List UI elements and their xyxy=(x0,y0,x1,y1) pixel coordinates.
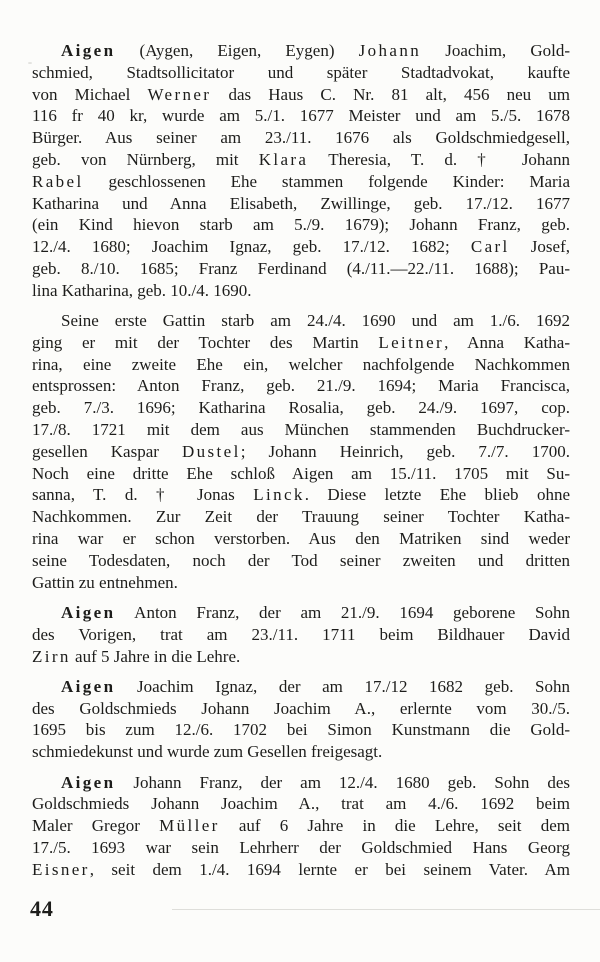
spaced-name: Werner xyxy=(147,84,212,104)
text-line xyxy=(32,332,570,354)
text-run: geschlossenen Ehe stammen folgende Kinder: Maria xyxy=(83,171,570,191)
text-line xyxy=(32,62,570,84)
text-run: entsprossen: Anton Franz, geb. 21./9. 1694; Maria Francisca, xyxy=(32,376,570,396)
text-line xyxy=(32,419,570,441)
text-line xyxy=(32,236,570,258)
entry-text xyxy=(32,40,570,889)
text-line xyxy=(32,506,570,528)
text-line xyxy=(32,40,570,62)
spaced-name: Carl xyxy=(470,237,510,257)
text-run: auf 6 Jahre in die Lehre, seit dem xyxy=(219,816,570,836)
spaced-name: Dustel xyxy=(182,441,241,461)
text-run: , seit dem 1./4. 1694 lernte er bei seinem Vater. Am xyxy=(89,859,570,879)
text-run: rina war er schon verstorben. Aus den Matriken sind weder xyxy=(32,529,570,549)
spaced-name: Johann xyxy=(358,41,422,60)
text-run: geb. 8./10. 1685; Franz Ferdinand (4./11.—22./11. 1688); Pau- xyxy=(32,258,570,278)
scan-artifact-line xyxy=(172,909,600,910)
text-run: des Goldschmieds Johann Joachim A., erlernte vom 30./5. xyxy=(32,698,570,718)
paragraph xyxy=(32,602,570,667)
text-line xyxy=(32,354,570,376)
text-run: Bürger. Aus seiner am 23./11. 1676 als Goldschmiedgesell, xyxy=(32,128,570,148)
text-run: schmied, Stadtsollicitator und später Stadtadvokat, kaufte xyxy=(32,62,570,82)
text-run: geb. 7./3. 1696; Katharina Rosalia, geb. 24./9. 1697, cop. xyxy=(32,398,570,418)
entry-headword: Aigen xyxy=(61,41,116,60)
text-line xyxy=(32,127,570,149)
text-run: geb. von Nürnberg, mit xyxy=(32,149,259,169)
text-line xyxy=(32,528,570,550)
text-run: von Michael xyxy=(32,84,148,104)
text-line xyxy=(32,676,570,698)
text-run: sanna, T. d. † Jonas xyxy=(32,485,254,505)
text-line xyxy=(32,550,570,572)
text-line xyxy=(32,171,570,193)
spaced-name: Rabel xyxy=(32,171,84,191)
text-run: auf 5 Jahre in die Lehre. xyxy=(70,646,241,666)
text-line xyxy=(32,624,570,646)
text-line xyxy=(32,698,570,720)
text-line xyxy=(32,193,570,215)
text-run: 116 fr 40 kr, wurde am 5./1. 1677 Meister und am 5./5. 1678 xyxy=(32,106,570,126)
text-line xyxy=(32,793,570,815)
text-line xyxy=(32,258,570,280)
text-line xyxy=(32,772,570,794)
text-run: (Aygen, Eigen, Eygen) xyxy=(115,41,359,60)
text-run: Maler Gregor xyxy=(32,816,160,836)
text-run: Gattin zu entnehmen. xyxy=(32,572,178,592)
text-run: Joachim Ignaz, der am 17./12 1682 geb. Sohn xyxy=(115,676,570,696)
text-run: lina Katharina, geb. 10./4. 1690. xyxy=(32,280,252,300)
spaced-name: Zirn xyxy=(32,646,71,666)
text-line xyxy=(32,441,570,463)
paragraph xyxy=(32,676,570,763)
text-line xyxy=(32,310,570,332)
text-line xyxy=(32,463,570,485)
page-number: 44 xyxy=(30,896,54,921)
text-run: schmiedekunst und wurde zum Gesellen freigesagt. xyxy=(32,742,383,762)
spaced-name: Linck xyxy=(253,485,305,505)
text-line xyxy=(32,214,570,236)
text-run: Joachim, Gold- xyxy=(421,41,570,60)
text-line xyxy=(32,397,570,419)
paragraph xyxy=(32,772,570,881)
text-run: Goldschmieds Johann Joachim A., trat am 4./6. 1692 beim xyxy=(32,794,570,814)
text-run: 12./4. 1680; Joachim Ignaz, geb. 17./12. 1682; xyxy=(32,237,471,257)
scan-speck xyxy=(28,62,32,64)
text-line xyxy=(32,741,570,763)
text-line xyxy=(32,375,570,397)
text-run: Noch eine dritte Ehe schloß Aigen am 15./11. 1705 mit Su- xyxy=(32,463,570,483)
text-line xyxy=(32,484,570,506)
text-run: gesellen Kaspar xyxy=(32,441,183,461)
paragraph xyxy=(32,40,570,302)
text-run: Josef, xyxy=(509,237,570,257)
text-run: 17./8. 1721 mit dem aus München stammenden Buchdrucker- xyxy=(32,420,570,440)
paragraph xyxy=(32,310,570,593)
text-line xyxy=(32,280,570,302)
text-run: . Diese letzte Ehe blieb ohne xyxy=(304,485,570,505)
text-run: Nachkommen. Zur Zeit der Trauung seiner Tochter Katha- xyxy=(32,507,570,527)
text-run: Theresia, T. d. † Johann xyxy=(308,149,570,169)
text-line xyxy=(32,105,570,127)
text-run: 1695 bis zum 12./6. 1702 bei Simon Kunstmann die Gold- xyxy=(32,720,570,740)
text-run: ging er mit der Tochter des Martin xyxy=(32,332,379,352)
text-line xyxy=(32,149,570,171)
text-run: Anton Franz, der am 21./9. 1694 geborene Sohn xyxy=(115,602,570,622)
text-line xyxy=(32,815,570,837)
spaced-name: Klara xyxy=(258,149,309,169)
spaced-name: Eisner xyxy=(32,859,90,879)
text-line xyxy=(32,859,570,881)
text-line xyxy=(32,646,570,668)
text-run: das Haus C. Nr. 81 alt, 456 neu um xyxy=(211,84,570,104)
text-run: rina, eine zweite Ehe ein, welcher nachfolgende Nachkommen xyxy=(32,354,570,374)
text-run: 17./5. 1693 war sein Lehrherr der Goldschmied Hans Georg xyxy=(32,837,570,857)
text-run: Seine erste Gattin starb am 24./4. 1690 und am 1./6. 1692 xyxy=(61,311,570,331)
text-run: , Anna Katha- xyxy=(444,332,570,352)
text-line xyxy=(32,719,570,741)
entry-headword: Aigen xyxy=(61,676,116,696)
spaced-name: Leitner xyxy=(378,332,445,352)
text-line xyxy=(32,84,570,106)
text-run: Katharina und Anna Elisabeth, Zwillinge, geb. 17./12. 1677 xyxy=(32,193,570,213)
text-line xyxy=(32,572,570,594)
text-line xyxy=(32,837,570,859)
text-run: Johann Franz, der am 12./4. 1680 geb. Sohn des xyxy=(115,772,570,792)
text-run: ; Johann Heinrich, geb. 7./7. 1700. xyxy=(240,441,570,461)
text-run: des Vorigen, trat am 23./11. 1711 beim Bildhauer David xyxy=(32,624,570,644)
entry-headword: Aigen xyxy=(61,602,116,622)
text-run: seine Todesdaten, noch der Tod seiner zweiten und dritten xyxy=(32,550,570,570)
spaced-name: Müller xyxy=(159,816,220,836)
text-run: (ein Kind hievon starb am 5./9. 1679); Johann Franz, geb. xyxy=(32,215,570,235)
text-line xyxy=(32,602,570,624)
entry-headword: Aigen xyxy=(61,772,116,792)
